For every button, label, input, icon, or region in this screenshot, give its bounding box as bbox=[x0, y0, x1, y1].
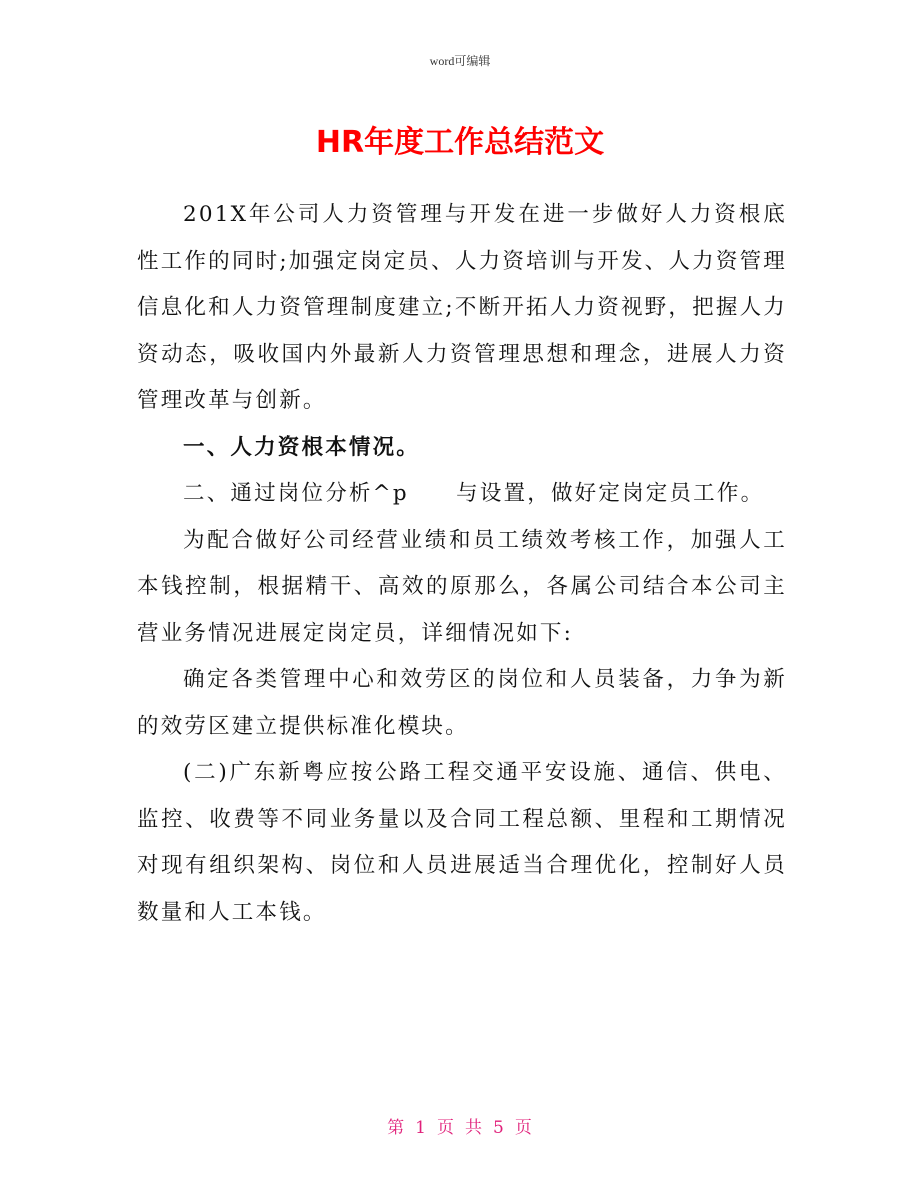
paragraph-guangdong: (二)广东新粤应按公路工程交通平安设施、通信、供电、监控、收费等不同业务量以及合同工程总额、里程和工期情况对现有组织架构、岗位和人员进展适当合理优化，控制好人员数量和人工本钱。 bbox=[137, 760, 787, 925]
footer-page-word: 页 bbox=[437, 1118, 455, 1138]
document-title: HR年度工作总结范文 bbox=[315, 125, 605, 160]
section-heading-2: 二、通过岗位分析^p 与设置，做好定岗定员工作。 bbox=[183, 481, 765, 506]
document-body bbox=[137, 192, 787, 936]
footer-suffix: 页 bbox=[514, 1118, 533, 1138]
page-footer bbox=[0, 1113, 920, 1138]
footer-total-prefix: 共 bbox=[465, 1118, 483, 1138]
paragraph-intro: 201X年公司人力资管理与开发在进一步做好人力资根底性工作的同时;加强定岗定员、人力资培训与开发、人力资管理信息化和人力资管理制度建立;不断开拓人力资视野，把握人力资动态，吸收国内外最新人力资管理思想和理念，进展人力资管理改革与创新。 bbox=[137, 202, 787, 413]
total-pages-number: 5 bbox=[493, 1118, 505, 1138]
paragraph-staffing: 为配合做好公司经营业绩和员工绩效考核工作，加强人工本钱控制，根据精干、高效的原那么，各属公司结合本公司主营业务情况进展定岗定员，详细情况如下: bbox=[137, 527, 787, 646]
header-note: word可编辑 bbox=[429, 54, 491, 68]
footer-prefix: 第 bbox=[387, 1118, 406, 1138]
current-page-number: 1 bbox=[415, 1118, 427, 1138]
paragraph-service-area: 确定各类管理中心和效劳区的岗位和人员装备，力争为新的效劳区建立提供标准化模块。 bbox=[137, 667, 787, 739]
section-heading-1: 一、人力资根本情况。 bbox=[183, 434, 421, 460]
